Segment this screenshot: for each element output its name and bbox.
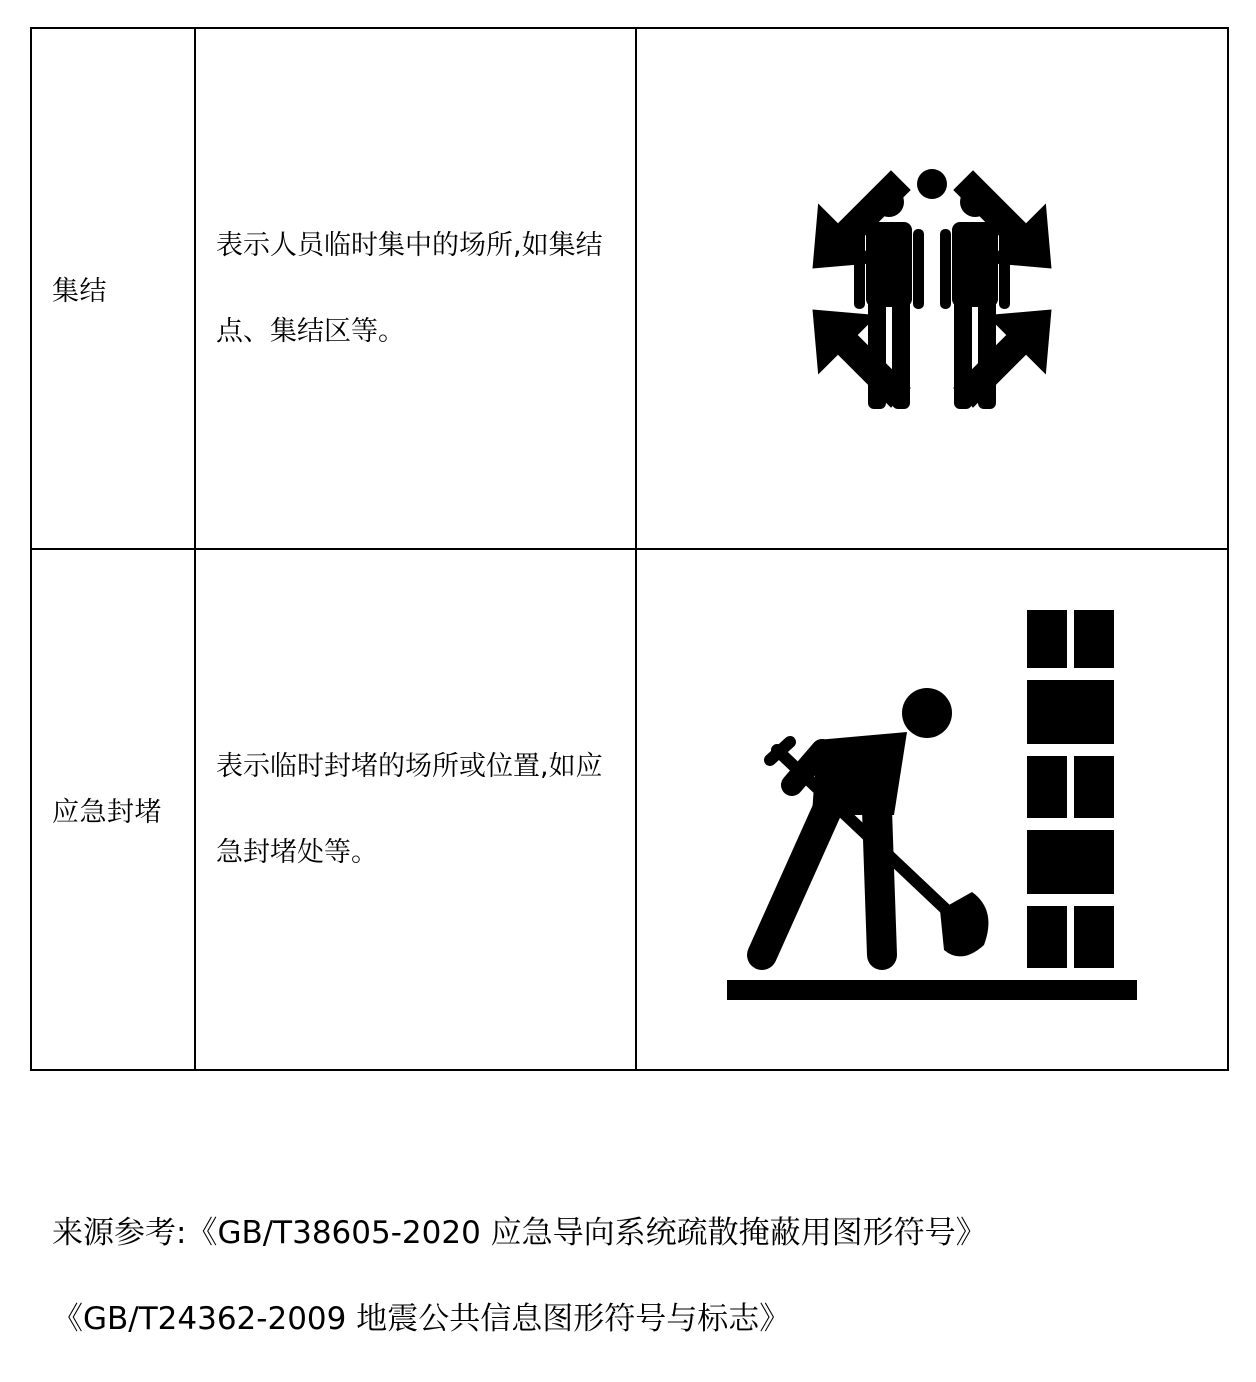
symbol-description-cell: [195, 28, 636, 549]
symbol-name-cell: [31, 549, 195, 1070]
source-line-2: 《GB/T24362-2009 地震公共信息图形符号与标志》: [52, 1301, 791, 1337]
symbol-icon-cell: [636, 28, 1228, 549]
symbol-icon-cell: [636, 549, 1228, 1070]
symbol-description: 表示人员临时集中的场所,如集结点、集结区等。: [216, 229, 603, 347]
symbol-name: 集结: [52, 276, 107, 307]
emergency-blocking-icon: [722, 610, 1142, 1010]
symbol-table: [30, 27, 1229, 1071]
symbol-description: 表示临时封堵的场所或位置,如应急封堵处等。: [216, 750, 603, 868]
symbol-name: 应急封堵: [52, 797, 162, 828]
symbol-description-cell: [195, 549, 636, 1070]
source-line-1: 来源参考:《GB/T38605-2020 应急导向系统疏散掩蔽用图形符号》: [52, 1215, 987, 1251]
source-references: [52, 1190, 987, 1362]
table-row: [31, 28, 1228, 549]
symbol-name-cell: [31, 28, 195, 549]
table-row: [31, 549, 1228, 1070]
assembly-point-icon: [742, 99, 1122, 479]
